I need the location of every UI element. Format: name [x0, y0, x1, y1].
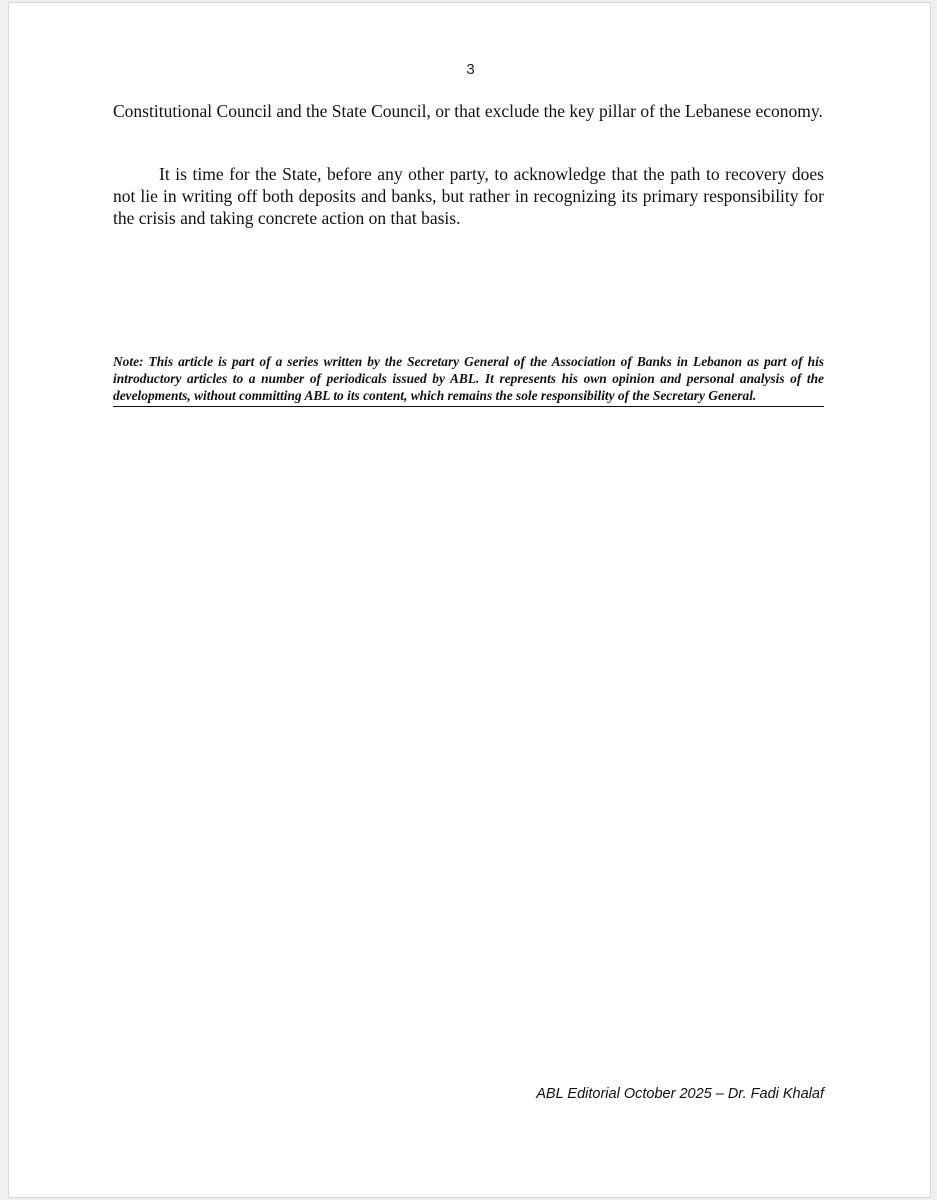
page-footer: ABL Editorial October 2025 – Dr. Fadi Khalaf [536, 1086, 824, 1102]
document-page [8, 2, 931, 1198]
disclaimer-note: Note: This article is part of a series written by the Secretary General of the Association of Banks in Lebanon as part of his introductory articles to a number of periodicals issued by ABL. It represents his own opinion and personal analysis of the developments, without committing ABL to its content, which remains the sole responsibility of the Secretary General. [113, 353, 824, 407]
paragraph-conclusion: It is time for the State, before any other party, to acknowledge that the path to recovery does not lie in writing off both deposits and banks, but rather in recognizing its primary responsibility for the crisis and taking concrete action on that basis. [113, 164, 824, 228]
page-number: 3 [466, 61, 475, 78]
paragraph-continued: Constitutional Council and the State Council, or that exclude the key pillar of the Lebanese economy. [113, 101, 823, 121]
